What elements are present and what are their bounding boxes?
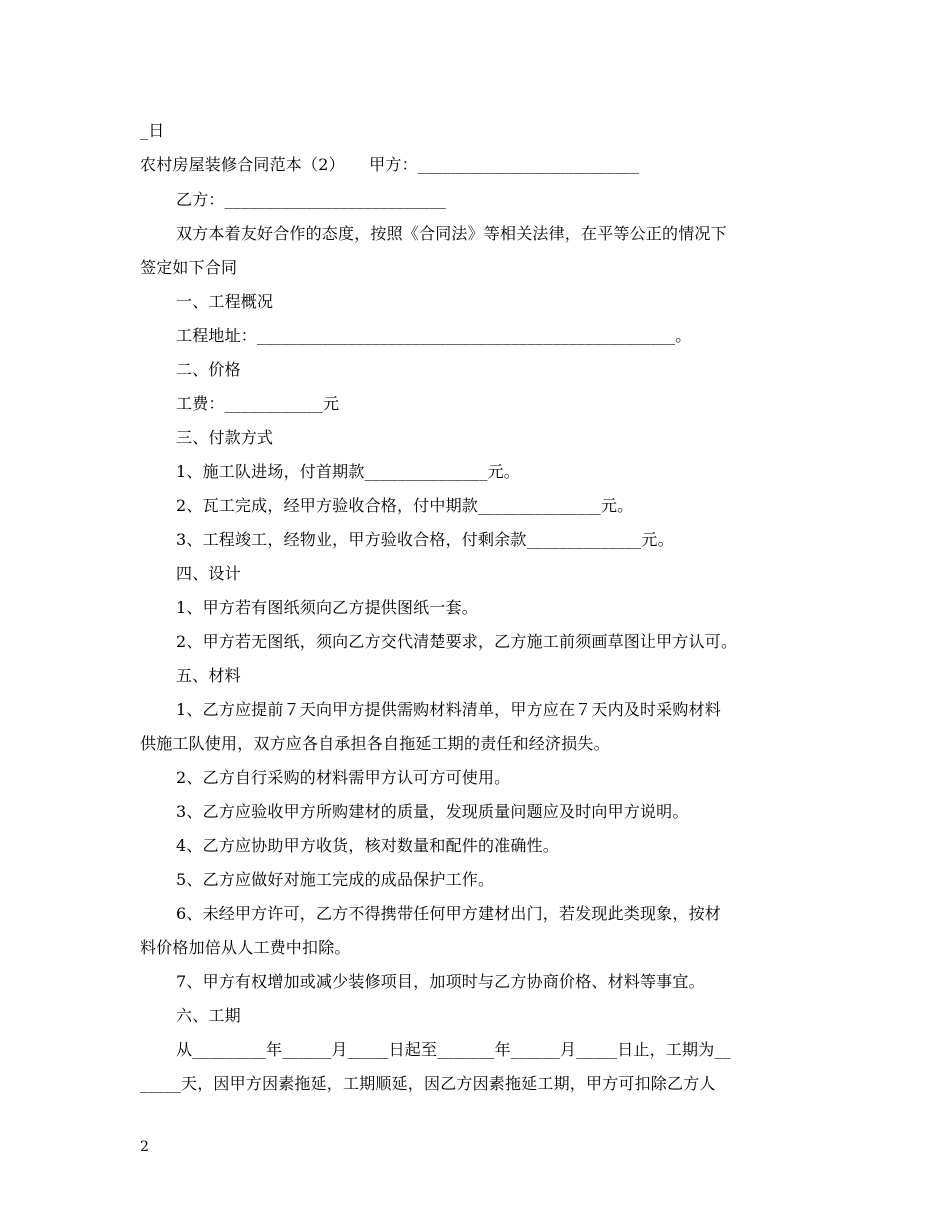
list-item-design-2: 2、甲方若无图纸，须向乙方交代清楚要求，乙方施工前须画草图让甲方认可。 bbox=[176, 632, 738, 651]
text-line-date: _日 bbox=[140, 121, 165, 140]
text-line-party-b: 乙方：___________________________ bbox=[176, 190, 446, 209]
section-heading-5: 五、材料 bbox=[176, 666, 241, 685]
list-item-material-7: 7、甲方有权增加或减少装修项目，加项时与乙方协商价格、材料等事宜。 bbox=[176, 972, 705, 991]
section-heading-1: 一、工程概况 bbox=[176, 292, 274, 311]
heading-contract-title: 农村房屋装修合同范本（2） 甲方：___________________________ bbox=[140, 155, 640, 174]
section-heading-4: 四、设计 bbox=[176, 564, 241, 583]
text-line-schedule-cont: _____天，因甲方因素拖延，工期顺延，因乙方因素拖延工期，甲方可扣除乙方人 bbox=[140, 1074, 716, 1093]
text-line-schedule: 从_________年______月_____日起至_______年______月_____日止，工期为__ bbox=[176, 1040, 731, 1059]
paragraph-intro-cont: 签定如下合同 bbox=[140, 258, 238, 277]
list-item-payment-3: 3、工程竣工，经物业，甲方验收合格，付剩余款______________元。 bbox=[176, 530, 674, 549]
list-item-material-1: 1、乙方应提前７天向甲方提供需购材料清单，甲方应在７天内及时采购材料 bbox=[176, 700, 721, 719]
list-item-payment-2: 2、瓦工完成，经甲方验收合格，付中期款_______________元。 bbox=[176, 496, 634, 515]
list-item-material-2: 2、乙方自行采购的材料需甲方认可方可使用。 bbox=[176, 768, 511, 787]
paragraph-intro: 双方本着友好合作的态度，按照《合同法》等相关法律，在平等公正的情况下 bbox=[176, 224, 727, 243]
list-item-material-4: 4、乙方应协助甲方收货，核对数量和配件的准确性。 bbox=[176, 836, 559, 855]
list-item-material-6: 6、未经甲方许可，乙方不得携带任何甲方建材出门，若发现此类现象，按材 bbox=[176, 904, 721, 923]
list-item-material-1-cont: 供施工队使用，双方应各自承担各自拖延工期的责任和经济损失。 bbox=[140, 734, 610, 753]
section-heading-6: 六、工期 bbox=[176, 1006, 241, 1025]
text-line-labor-fee: 工费：____________元 bbox=[176, 394, 340, 413]
list-item-design-1: 1、甲方若有图纸须向乙方提供图纸一套。 bbox=[176, 598, 478, 617]
list-item-payment-1: 1、施工队进场，付首期款_______________元。 bbox=[176, 462, 520, 481]
list-item-material-6-cont: 料价格加倍从人工费中扣除。 bbox=[140, 938, 351, 957]
page-number: 2 bbox=[140, 1139, 149, 1155]
section-heading-2: 二、价格 bbox=[176, 360, 241, 379]
list-item-material-3: 3、乙方应验收甲方所购建材的质量，发现质量问题应及时向甲方说明。 bbox=[176, 802, 689, 821]
text-line-address: 工程地址：___________________________________________________。 bbox=[176, 326, 692, 345]
section-heading-3: 三、付款方式 bbox=[176, 428, 274, 447]
list-item-material-5: 5、乙方应做好对施工完成的成品保护工作。 bbox=[176, 870, 495, 889]
